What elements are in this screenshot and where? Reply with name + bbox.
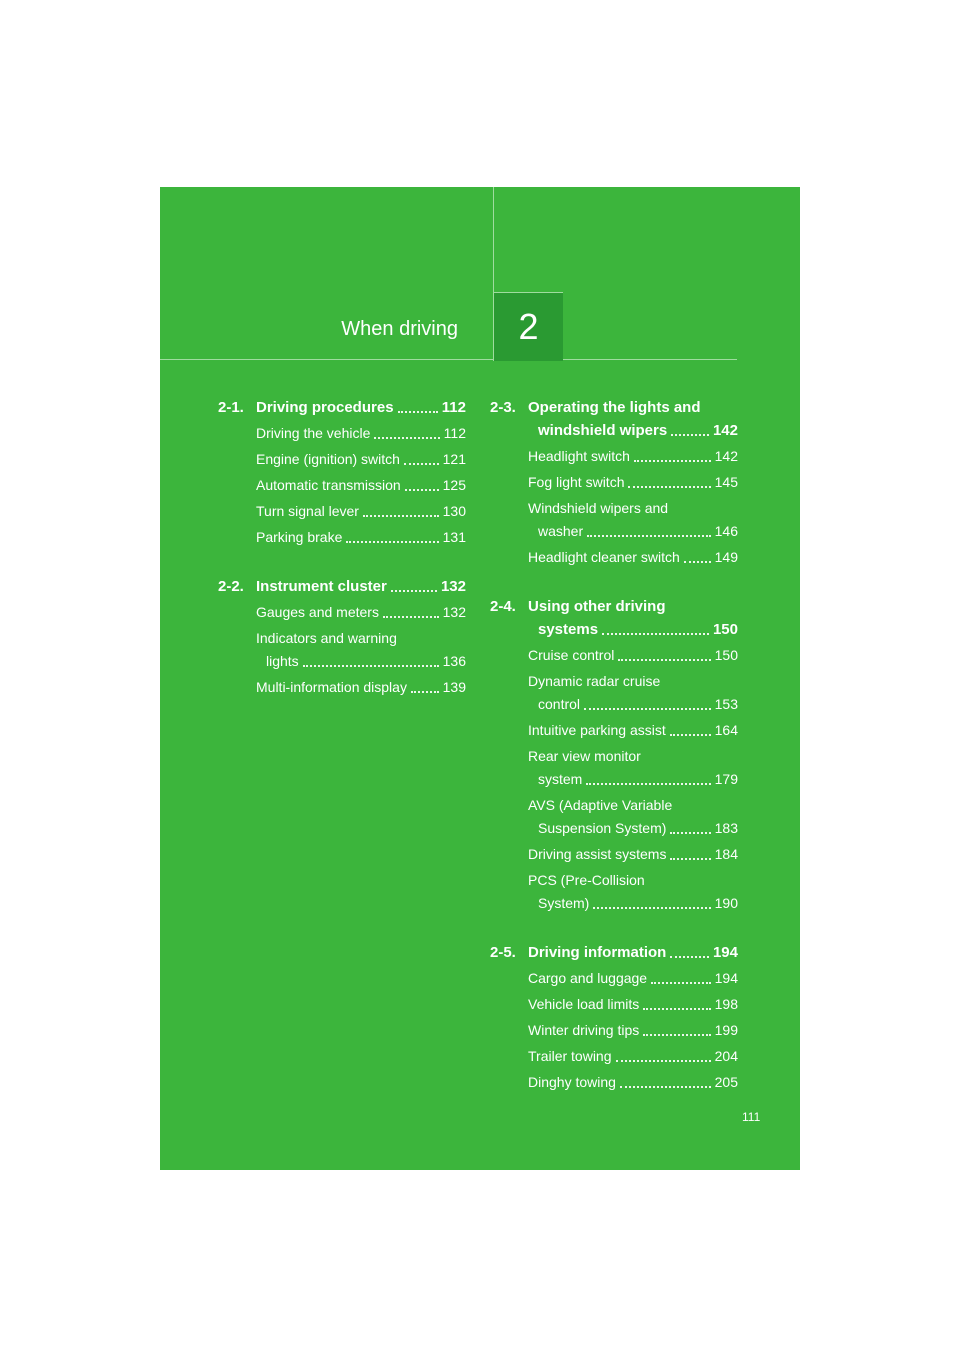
entry-page: 149 <box>714 549 738 565</box>
dot-leader <box>671 419 709 436</box>
entry-label-cont: washer <box>538 523 584 539</box>
dot-leader <box>628 471 710 488</box>
section-title-row <box>528 595 738 641</box>
entry-page: 131 <box>442 529 466 545</box>
toc-section <box>218 396 466 549</box>
toc-entry[interactable] <box>528 670 738 716</box>
section-title: Operating the lights and <box>528 399 701 416</box>
entry-label: AVS (Adaptive Variable <box>528 797 673 813</box>
toc-entry[interactable] <box>528 1071 738 1094</box>
entry-label: Driving the vehicle <box>256 425 371 441</box>
toc-entry[interactable] <box>528 869 738 915</box>
section-title: Driving information <box>528 944 667 961</box>
toc-entry[interactable] <box>528 993 738 1016</box>
section-heading[interactable] <box>490 941 738 964</box>
entry-page: 179 <box>714 771 738 787</box>
entry-page: 164 <box>714 722 738 738</box>
section-title-row <box>528 396 738 442</box>
toc-section <box>490 396 738 569</box>
dot-leader <box>651 967 711 984</box>
section-page: 112 <box>441 399 466 416</box>
entry-label: Headlight switch <box>528 448 630 464</box>
dot-leader <box>398 396 438 413</box>
section-heading[interactable] <box>218 575 466 598</box>
dot-leader <box>670 817 710 834</box>
toc-entry[interactable] <box>528 1019 738 1042</box>
dot-leader <box>404 448 439 465</box>
dot-leader <box>634 445 711 462</box>
entry-page: 139 <box>442 679 466 695</box>
toc-entry[interactable] <box>528 1045 738 1068</box>
entry-page: 190 <box>714 895 738 911</box>
entry-label: Turn signal lever <box>256 503 359 519</box>
entry-label-cont: lights <box>266 653 299 669</box>
page-number: 111 <box>742 1110 761 1124</box>
section-page: 150 <box>712 621 738 638</box>
toc-entry[interactable] <box>256 422 466 445</box>
entry-label-cont: system <box>538 771 583 787</box>
section-title: Instrument cluster <box>256 578 387 595</box>
section-number: 2-3. <box>490 399 516 416</box>
dot-leader <box>383 601 439 618</box>
toc-entry[interactable] <box>528 644 738 667</box>
entry-label: Cargo and luggage <box>528 970 648 986</box>
toc-entry[interactable] <box>528 843 738 866</box>
section-page: 132 <box>440 578 466 595</box>
entry-label: Automatic transmission <box>256 477 401 493</box>
entry-page: 184 <box>714 846 738 862</box>
entry-label: Indicators and warning <box>256 630 397 646</box>
toc-entry[interactable] <box>528 745 738 791</box>
entry-page: 142 <box>714 448 738 464</box>
section-title-row <box>528 941 738 964</box>
entry-label: Gauges and meters <box>256 604 379 620</box>
toc-entry[interactable] <box>528 471 738 494</box>
toc-entry[interactable] <box>256 676 466 699</box>
entry-label: Vehicle load limits <box>528 996 640 1012</box>
dot-leader <box>411 676 439 693</box>
entry-page: 199 <box>714 1022 738 1038</box>
entry-page: 130 <box>442 503 466 519</box>
section-items <box>490 644 738 915</box>
dot-leader <box>643 993 710 1010</box>
dot-leader <box>374 422 439 439</box>
section-title: Driving procedures <box>256 399 394 416</box>
section-items <box>218 601 466 699</box>
toc-entry[interactable] <box>256 627 466 673</box>
entry-label-cont: control <box>538 696 581 712</box>
toc-entry[interactable] <box>528 967 738 990</box>
section-heading[interactable] <box>490 396 738 442</box>
dot-leader <box>405 474 439 491</box>
toc-column-left <box>218 396 466 725</box>
entry-page: 205 <box>714 1074 738 1090</box>
section-heading[interactable] <box>490 595 738 641</box>
dot-leader <box>346 526 438 543</box>
section-number: 2-1. <box>218 399 244 416</box>
section-title-cont: windshield wipers <box>538 422 668 439</box>
section-title-row <box>256 396 466 419</box>
dot-leader <box>620 1071 711 1088</box>
entry-label: Cruise control <box>528 647 615 663</box>
toc-entry[interactable] <box>256 448 466 471</box>
section-number: 2-4. <box>490 598 516 615</box>
section-title: Using other driving <box>528 598 666 615</box>
entry-label: PCS (Pre-Collision <box>528 872 645 888</box>
dot-leader <box>684 546 711 563</box>
entry-label: Trailer towing <box>528 1048 612 1064</box>
toc-entry[interactable] <box>256 526 466 549</box>
dot-leader <box>616 1045 711 1062</box>
dot-leader <box>670 843 710 860</box>
entry-label: Intuitive parking assist <box>528 722 666 738</box>
dot-leader <box>303 650 439 667</box>
entry-page: 112 <box>443 425 466 441</box>
dot-leader <box>670 941 709 958</box>
entry-label: Engine (ignition) switch <box>256 451 400 467</box>
dot-leader <box>618 644 710 661</box>
entry-page: 198 <box>714 996 738 1012</box>
entry-page: 150 <box>714 647 738 663</box>
dot-leader <box>587 520 711 537</box>
dot-leader <box>643 1019 710 1036</box>
entry-label: Winter driving tips <box>528 1022 640 1038</box>
entry-label: Headlight cleaner switch <box>528 549 680 565</box>
chapter-title: When driving <box>341 318 458 340</box>
section-number: 2-2. <box>218 578 244 595</box>
toc-entry[interactable] <box>528 445 738 468</box>
entry-label: Parking brake <box>256 529 343 545</box>
entry-page: 153 <box>714 696 738 712</box>
section-page: 142 <box>712 422 738 439</box>
entry-label-cont: Suspension System) <box>538 820 667 836</box>
entry-label: Dynamic radar cruise <box>528 673 661 689</box>
toc-entry[interactable] <box>256 601 466 624</box>
dot-leader <box>602 618 709 635</box>
toc-section <box>490 595 738 915</box>
dot-leader <box>593 892 710 909</box>
section-title-row <box>256 575 466 598</box>
dot-leader <box>363 500 439 517</box>
dot-leader <box>584 693 711 710</box>
section-page: 194 <box>712 944 738 961</box>
entry-label-cont: System) <box>538 895 590 911</box>
section-title-cont: systems <box>538 621 599 638</box>
dot-leader <box>391 575 437 592</box>
entry-page: 125 <box>442 477 466 493</box>
toc-entry[interactable] <box>256 500 466 523</box>
entry-label: Dinghy towing <box>528 1074 616 1090</box>
entry-label: Windshield wipers and <box>528 500 669 516</box>
entry-label: Multi-information display <box>256 679 407 695</box>
divider-horizontal <box>160 359 737 360</box>
entry-page: 145 <box>714 474 738 490</box>
toc-entry[interactable] <box>528 719 738 742</box>
entry-page: 132 <box>442 604 466 620</box>
entry-page: 194 <box>714 970 738 986</box>
section-items <box>218 422 466 549</box>
toc-entry[interactable] <box>528 497 738 543</box>
dot-leader <box>586 768 710 785</box>
toc-column-right <box>490 396 738 1120</box>
entry-page: 121 <box>442 451 466 467</box>
section-number: 2-5. <box>490 944 516 961</box>
section-items <box>490 445 738 569</box>
section-heading[interactable] <box>218 396 466 419</box>
entry-label: Driving assist systems <box>528 846 667 862</box>
toc-section <box>490 941 738 1094</box>
chapter-number: 2 <box>493 292 563 361</box>
toc-entry[interactable] <box>256 474 466 497</box>
section-items <box>490 967 738 1094</box>
toc-entry[interactable] <box>528 794 738 840</box>
entry-label: Fog light switch <box>528 474 625 490</box>
dot-leader <box>670 719 711 736</box>
toc-entry[interactable] <box>528 546 738 569</box>
entry-page: 204 <box>714 1048 738 1064</box>
toc-section <box>218 575 466 699</box>
entry-label: Rear view monitor <box>528 748 641 764</box>
entry-page: 136 <box>442 653 466 669</box>
entry-page: 183 <box>714 820 738 836</box>
entry-page: 146 <box>714 523 738 539</box>
